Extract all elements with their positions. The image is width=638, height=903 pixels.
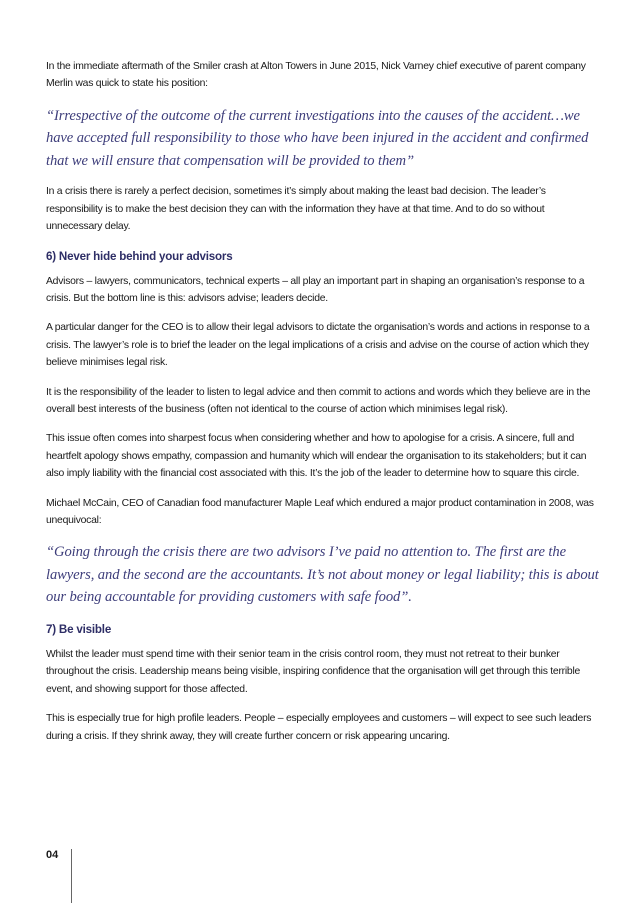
quote-michael-mccain: “Going through the crisis there are two advisors I’ve paid no attention to. The first are the lawyers, and the second are the accountants. It’s not about money or legal liability; this is about our being accountable for providing customers with safe food”. [46, 544, 599, 606]
paragraph-michael-mccain: Michael McCain, CEO of Canadian food manufacturer Maple Leaf which endured a major product contamination in 2008, was unequivocal: [46, 497, 594, 526]
heading-be-visible: 7) Be visible [46, 622, 112, 636]
paragraph-least-bad-decision: In a crisis there is rarely a perfect decision, sometimes it’s simply about making the least bad decision. The leader’s responsibility is to make the best decision they can with the information they have at that time. And to do so without unnecessary delay. [46, 186, 546, 233]
quote-nick-varney: “Irrespective of the outcome of the current investigations into the causes of the accident…we have accepted full responsibility to those who have been injured in the accident and confirmed that we will ensure that compensation will be provided to them” [46, 107, 589, 169]
footer-divider [71, 849, 72, 903]
paragraph-crisis-room: Whilst the leader must spend time with their senior team in the crisis control room, they must not retreat to their bunker throughout the crisis. Leadership means being visible, inspiring confidence that the organisation will get through this terrible event, and showing support for those affected. [46, 648, 581, 695]
paragraph-advisors-role: Advisors – lawyers, communicators, technical experts – all play an important part in shaping an organisation’s response to a crisis. But the bottom line is this: advisors advise; leaders decide. [46, 275, 585, 304]
paragraph-leader-responsibility: It is the responsibility of the leader to listen to legal advice and then commit to actions and words which they believe are in the overall best interests of the business (often not identical to the course of action which minimises legal risk). [46, 386, 591, 415]
heading-never-hide: 6) Never hide behind your advisors [46, 249, 233, 263]
document-body [46, 58, 602, 757]
page-number: 04 [46, 849, 59, 861]
paragraph-apology: This issue often comes into sharpest focus when considering whether and how to apologise for a crisis. A sincere, full and heartfelt apology shows empathy, compassion and humanity which will endear the organisation to its stakeholders; but it can also imply liability with the financial cost associated with this. It’s the job of the leader to determine how to square this circle. [46, 433, 587, 480]
paragraph-legal-advisors: A particular danger for the CEO is to allow their legal advisors to dictate the organisation’s words and actions in response to a crisis. The lawyer’s role is to brief the leader on the legal implications of a crisis and advise on the course of action which they believe minimises legal risk. [46, 322, 590, 369]
paragraph-alton-towers: In the immediate aftermath of the Smiler crash at Alton Towers in June 2015, Nick Varney chief executive of parent company Merlin was quick to state his position: [46, 61, 586, 90]
paragraph-high-profile: This is especially true for high profile leaders. People – especially employees and customers – will expect to see such leaders during a crisis. If they shrink away, they will create further concern or risk appearing uncaring. [46, 713, 592, 742]
